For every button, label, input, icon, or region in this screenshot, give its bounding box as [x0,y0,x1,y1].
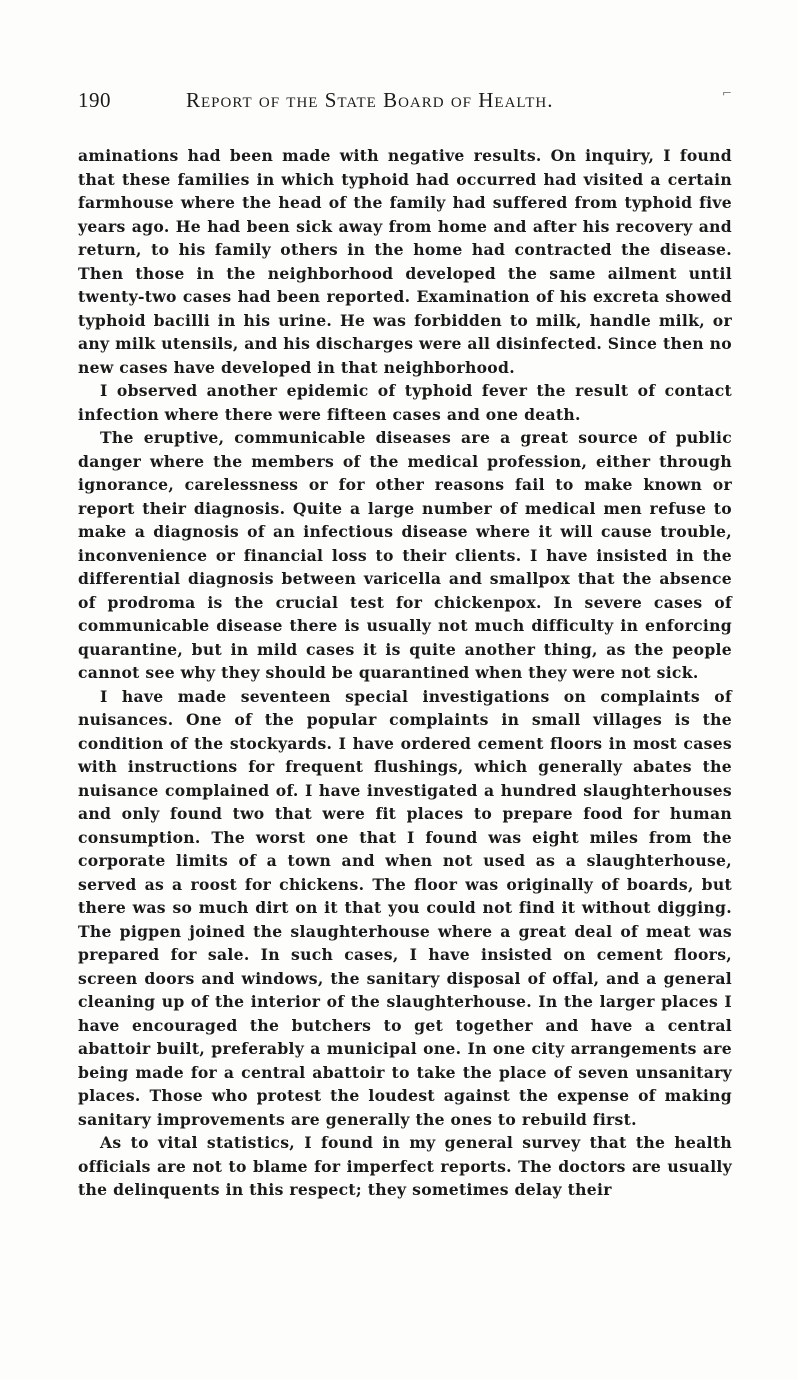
paragraph-3: The eruptive, communicable diseases are a great source of public danger where the members of the medical profession, either through ignorance, carelessness or for other reasons fail to make known or report their diagnosis. Quite a large number of medical men refuse to make a diagnosis of an infectious disease where it will cause trouble, inconvenience or financial loss to their clients. I have insisted in the differential diagnosis between varicella and smallpox that the absence of prodroma is the crucial test for chickenpox. In severe cases of communicable disease there is usually not much difficulty in enforcing quarantine, but in mild cases it is quite another thing, as the people cannot see why they should be quarantined when they were not sick. [78,428,732,682]
page-number: 190 [78,88,111,112]
paragraph-5: As to vital statistics, I found in my general survey that the health officials are not to blame for imperfect reports. The doctors are usually the delinquents in this respect; they sometimes delay their [78,1133,732,1199]
page-header [78,88,738,120]
paragraph-2: I observed another epidemic of typhoid fever the result of contact infection where there were fifteen cases and one death. [78,381,732,424]
stray-mark: ⌐ [722,86,733,100]
body-text [78,144,732,1202]
paragraph-1: aminations had been made with negative results. On inquiry, I found that these families in which typhoid had occurred had visited a certain farmhouse where the head of the family had suffered from typhoid five years ago. He had been sick away from home and after his recovery and return, to his family others in the home had contracted the disease. Then those in the neighborhood developed the same ailment until twenty-two cases had been reported. Examination of his excreta showed typhoid bacilli in his urine. He was forbidden to milk, handle milk, or any milk utensils, and his discharges were all disinfected. Since then no new cases have developed in that neighborhood. [78,146,733,377]
running-head-title: Report of the State Board of Health. [186,88,554,112]
paragraph-4: I have made seventeen special investigations on complaints of nuisances. One of the popular complaints in small villages is the condition of the stockyards. I have ordered cement floors in most cases with instructions for frequent flushings, which generally abates the nuisance complained of. I have investigated a hundred slaughterhouses and only found two that were fit places to prepare food for human consumption. The worst one that I found was eight miles from the corporate limits of a town and when not used as a slaughterhouse, served as a roost for chickens. The floor was originally of boards, but there was so much dirt on it that you could not find it without digging. The pigpen joined the slaughterhouse where a great deal of meat was prepared for sale. In such cases, I have insisted on cement floors, screen doors and windows, the sanitary disposal of offal, and a general cleaning up of the interior of the slaughterhouse. In the larger places I have encouraged the butchers to get together and have a central abattoir built, preferably a municipal one. In one city arrangements are being made for a central abattoir to take the place of seven unsanitary places. Those who protest the loudest against the expense of making sanitary improvements are generally the ones to rebuild first. [78,686,732,1129]
